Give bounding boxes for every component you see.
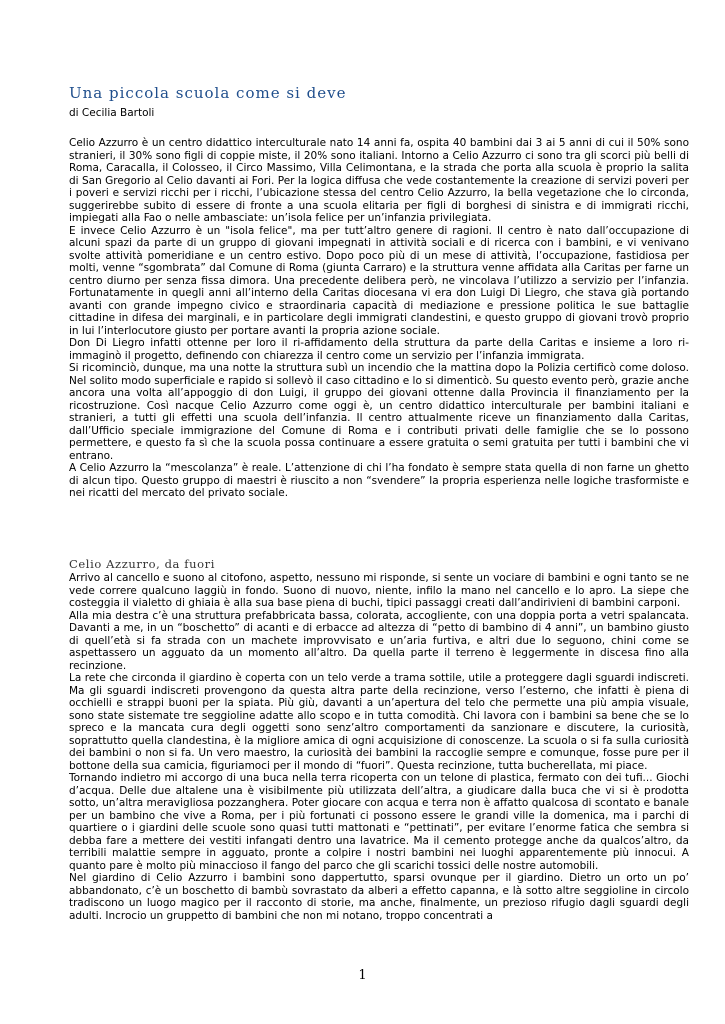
paragraph: Alla mia destra c’è una struttura prefabbricata bassa, colorata, accogliente, con una doppia porta a vetri spalancata. Davanti a me, in un “boschetto” di acanti e di erbacce ad altezza di “petto di bambino di 4 anni”, un bambino giusto di quell’età si fa strada con un machete improvvisato e un’aria furtiva, e altri due lo seguono, chini come se aspettassero un agguato da un momento all’altro. Da quella parte il terreno è leggermente in discesa fino alla recinzione.: [69, 609, 689, 672]
page-number: 1: [358, 968, 367, 983]
section-intro: [69, 137, 689, 500]
author-line: di Cecilia Bartoli: [69, 107, 155, 119]
paragraph: La rete che circonda il giardino è coperta con un telo verde a trama sottile, utile a proteggere dagli sguardi indiscreti. Ma gli sguardi indiscreti provengono da questa altra parte della recinzione, verso l’esterno, che infatti è piena di occhielli e strappi buoni per la spiata. Più giù, davanti a un’apertura del telo che permette una più ampia visuale, sono state sistemate tre seggioline adatte allo scopo e in tutta comodità. Chi lavora con i bambini sa bene che se lo spreco e la mancata cura degli oggetti sono senz’altro comportamenti da sanzionare e discutere, la curiosità, soprattutto quella clandestina, è la migliore amica di ogni acquisizione di conoscenze. La scuola o si fa sulla curiosità dei bambini o non si fa. Un vero maestro, la curiosità dei bambini la raccoglie sempre e comunque, fosse pure per il bottone della sua camicia, figuriamoci per il mondo di “fuori”. Questa recinzione, tutta bucherellata, mi piace.: [69, 672, 689, 772]
paragraph: Tornando indietro mi accorgo di una buca nella terra ricoperta con un telone di plastica, fermato con dei tufi... Giochi d’acqua. Delle due altalene una è visibilmente più utilizzata dell’altra, a giudicare dalla buca che vi si è prodotta sotto, un’altra meravigliosa pozzanghera. Poter giocare con acqua e terra non è affatto qualcosa di scontato e banale per un bambino che vive a Roma, per i più fortunati ci possono essere le grandi ville la domenica, ma i parchi di quartiere o i giardini delle scuole sono quasi tutti mattonati e “pettinati”, per evitare l’enorme fatica che sembra si debba fare a mettere dei vestiti infangati dentro una lavatrice. Ma il cemento protegge anche da qualcos’altro, da terribili malattie sempre in agguato, pronte a colpire i nostri bambini nei luoghi apparentemente più innocui. A quanto pare è molto più minaccioso il fango del parco che gli scarichi tossici delle nostre automobili.: [69, 772, 689, 872]
paragraph: Don Di Liegro infatti ottenne per loro il ri-affidamento della struttura da parte della Caritas e insieme a loro ri- immaginò il progetto, definendo con chiarezza il centro come un servizio per l’infanzia immigrata.: [69, 337, 689, 362]
paragraph: Celio Azzurro è un centro didattico interculturale nato 14 anni fa, ospita 40 bambini dai 3 ai 5 anni di cui il 50% sono stranieri, il 30% sono figli di coppie miste, il 20% sono italiani. Intorno a Celio Azzurro ci sono tra gli scorci più belli di Roma, Caracalla, il Colosseo, il Circo Massimo, Villa Celimontana, e la strada che porta alla scuola è proprio la salita di San Gregorio al Celio davanti ai Fori. Per la logica diffusa che vede costantemente la creazione di servizi poveri per i poveri e servizi ricchi per i ricchi, l’ubicazione stessa del centro Celio Azzurro, la bella vegetazione che lo circonda, suggerirebbe subito di essere di fronte a una scuola elitaria per figli di borghesi di sinistra e di immigrati ricchi, impiegati alla Fao o nelle ambasciate: un’isola felice per un’infanzia privilegiata.: [69, 137, 689, 224]
section-heading: Celio Azzurro, da fuori: [69, 557, 216, 571]
paragraph: E invece Celio Azzurro è un "isola felice", ma per tutt’altro genere di ragioni. Il centro è nato dall’occupazione di alcuni spazi da parte di un gruppo di giovani impegnati in attività sociali e di ricerca con i bambini, e vi venivano svolte attività pomeridiane e un centro estivo. Dopo poco più di un mese di attività, l’occupazione, fastidiosa per molti, venne “sgombrata” dal Comune di Roma (giunta Carraro) e la struttura venne affidata alla Caritas per farne un centro diurno per senza fissa dimora. Una precedente delibera però, ne vincolava l’utilizzo a servizio per l’infanzia. Fortunatamente in quegli anni all’interno della Caritas diocesana vi era don Luigi Di Liegro, che stava già portando avanti con grande impegno civico e straordinaria capacità di mediazione e pressione politica le sue battaglie cittadine in difesa dei marginali, e in particolare degli immigrati clandestini, e questo gruppo di giovani trovò proprio in lui l’interlocutore giusto per portare avanti la propria azione sociale.: [69, 224, 689, 337]
paragraph: Nel giardino di Celio Azzurro i bambini sono dappertutto, sparsi ovunque per il giardino. Dietro un orto un po’ abbandonato, c’è un boschetto di bambù sovrastato da alberi a effetto capanna, e là sotto altre seggioline in circolo tradiscono un luogo magico per il racconto di storie, ma anche, finalmente, un prezioso rifugio dagli sguardi degli adulti. Incrocio un gruppetto di bambini che non mi notano, troppo concentrati a: [69, 872, 689, 922]
article-title: Una piccola scuola come si deve: [69, 84, 347, 102]
paragraph: Si ricominciò, dunque, ma una notte la struttura subì un incendio che la mattina dopo la Polizia certificò come doloso. Nel solito modo superficiale e rapido si sollevò il caso cittadino e lo si dimenticò. Su questo evento però, grazie anche ancora una volta all’appoggio di don Luigi, il gruppo dei giovani ottenne dalla Provincia il finanziamento per la ricostruzione. Così nacque Celio Azzurro come oggi è, un centro didattico interculturale per bambini italiani e stranieri, a tutti gli effetti una scuola dell’infanzia. Il centro attualmente riceve un finanziamento dalla Caritas, dall’Ufficio speciale immigrazione del Comune di Roma e i contributi privati delle famiglie che se lo possono permettere, e questo fa sì che la scuola possa continuare a essere gratuita o semi gratuita per tutti i bambini che vi entrano.: [69, 362, 689, 462]
paragraph: A Celio Azzurro la “mescolanza” è reale. L’attenzione di chi l’ha fondato è sempre stata quella di non farne un ghetto di alcun tipo. Questo gruppo di maestri è riuscito a non “svendere” la propria esperienza nelle logiche trasformiste e nei ricatti del mercato del privato sociale.: [69, 462, 689, 499]
section-da-fuori: [69, 572, 689, 922]
paragraph: Arrivo al cancello e suono al citofono, aspetto, nessuno mi risponde, si sente un vociare di bambini e ogni tanto se ne vede correre qualcuno laggiù in fondo. Suono di nuovo, niente, infilo la mano nel cancello e lo apro. La siepe che costeggia il vialetto di ghiaia è alla sua base piena di buchi, tipici passaggi creati dall’andirivieni di bambini carponi.: [69, 572, 689, 609]
